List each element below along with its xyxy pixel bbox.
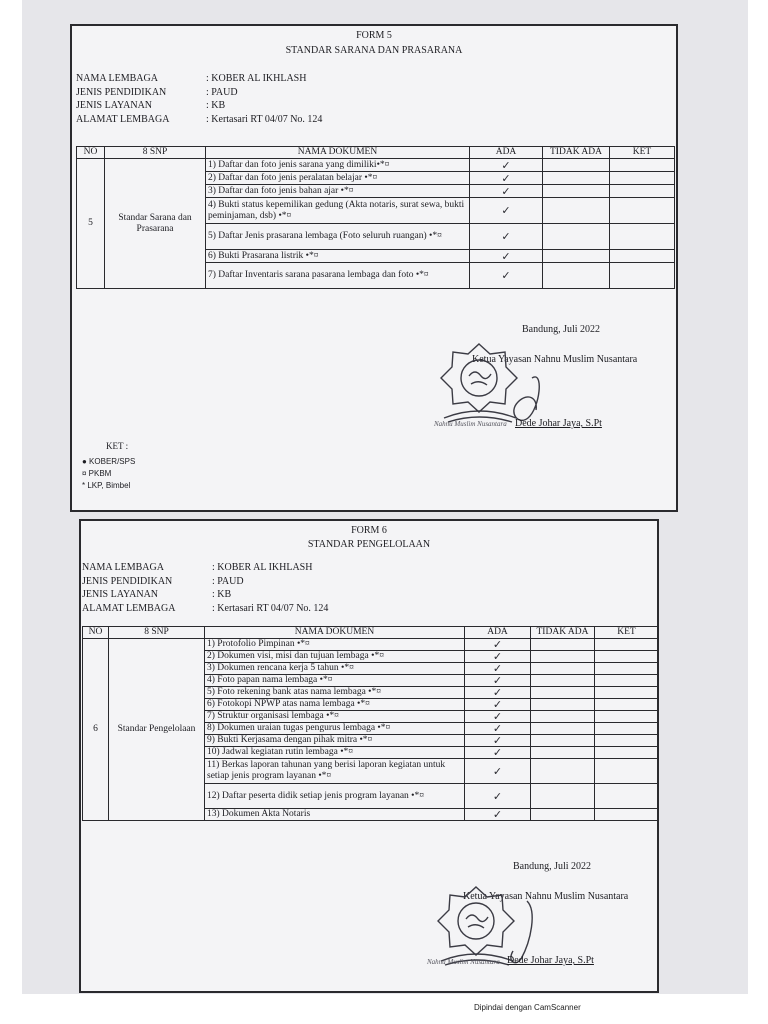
- header-ket: KET: [595, 627, 659, 639]
- document-name: 4) Foto papan nama lembaga •*¤: [205, 675, 465, 687]
- document-table: [82, 626, 659, 821]
- ada-cell: [470, 159, 543, 172]
- tidak-ada-cell: [531, 759, 595, 784]
- document-name: 11) Berkas laporan tahunan yang berisi laporan kegiatan untuk setiap jenis program layanan •*¤: [205, 759, 465, 784]
- document-name: 3) Daftar dan foto jenis bahan ajar •*¤: [206, 185, 470, 198]
- check-mark-icon: ✓: [492, 734, 503, 747]
- info-row: [76, 113, 322, 127]
- check-mark-icon: ✓: [492, 686, 503, 699]
- tidak-ada-cell: [543, 263, 610, 289]
- info-row: [82, 561, 328, 575]
- signer-name-text: Dede Johar Jaya, S.Pt: [515, 418, 602, 429]
- header-ada: ADA: [465, 627, 531, 639]
- camscanner-footer: Dipindai dengan CamScanner: [474, 1003, 581, 1012]
- check-mark-icon: ✓: [492, 789, 503, 803]
- ket-cell: [595, 759, 659, 784]
- check-mark-icon: ✓: [492, 764, 503, 778]
- info-value: : PAUD: [212, 575, 244, 587]
- check-mark-icon: ✓: [492, 808, 503, 821]
- info-row: [82, 588, 328, 602]
- ada-cell: [470, 198, 543, 224]
- signer-name: [507, 955, 594, 966]
- tidak-ada-cell: [531, 784, 595, 809]
- check-mark-icon: ✓: [501, 249, 511, 263]
- ket-item: * LKP, Bimbel: [82, 481, 131, 490]
- info-row: [76, 72, 322, 86]
- document-name: 1) Protofolio Pimpinan •*¤: [205, 639, 465, 651]
- signer-title: Ketua Yayasan Nahnu Muslim Nusantara: [463, 891, 629, 902]
- document-name: 5) Daftar Jenis prasarana lembaga (Foto seluruh ruangan) •*¤: [206, 224, 470, 250]
- tidak-ada-cell: [531, 747, 595, 759]
- header-nama-dokumen: NAMA DOKUMEN: [205, 627, 465, 639]
- form-number: FORM 5: [356, 30, 392, 41]
- document-name: 2) Daftar dan foto jenis peralatan belajar •*¤: [206, 172, 470, 185]
- ket-cell: [610, 250, 675, 263]
- ket-cell: [595, 747, 659, 759]
- ada-cell: [470, 224, 543, 250]
- document-name: 6) Bukti Prasarana listrik •*¤: [206, 250, 470, 263]
- ket-item: ● KOBER/SPS: [82, 457, 136, 466]
- ket-cell: [595, 711, 659, 723]
- check-mark-icon: ✓: [492, 746, 503, 759]
- info-row: [76, 86, 322, 100]
- info-value: : KOBER AL IKHLASH: [212, 562, 313, 573]
- document-name: 7) Struktur organisasi lembaga •*¤: [205, 711, 465, 723]
- info-key: JENIS LAYANAN: [76, 100, 153, 111]
- document-name: 9) Bukti Kerjasama dengan pihak mitra •*¤: [205, 735, 465, 747]
- document-name: 12) Daftar peserta didik setiap jenis program layanan •*¤: [205, 784, 465, 809]
- row-number: 5: [77, 159, 105, 289]
- ket-cell: [610, 224, 675, 250]
- form-title: STANDAR PENGELOLAAN: [307, 539, 431, 550]
- ket-cell: [610, 159, 675, 172]
- info-value: : PAUD: [206, 86, 238, 98]
- check-mark-icon: ✓: [492, 650, 503, 663]
- info-value: : Kertasari RT 04/07 No. 124: [206, 113, 323, 125]
- info-key: NAMA LEMBAGA: [76, 73, 158, 84]
- ket-item: ¤ PKBM: [82, 469, 112, 478]
- document-name: 3) Dokumen rencana kerja 5 tahun •*¤: [205, 663, 465, 675]
- info-value: : KB: [206, 100, 226, 111]
- table-row: [83, 639, 659, 651]
- snp-name: Standar Pengelolaan: [109, 639, 205, 821]
- tidak-ada-cell: [531, 687, 595, 699]
- snp-name: Standar Sarana dan Prasarana: [105, 159, 206, 289]
- check-mark-icon: ✓: [501, 158, 511, 172]
- ada-cell: [465, 759, 531, 784]
- ada-cell: [465, 651, 531, 663]
- table-header-row: [77, 147, 675, 159]
- info-value: : KB: [212, 589, 232, 600]
- info-key: NAMA LEMBAGA: [82, 562, 164, 573]
- form-number: FORM 6: [351, 525, 387, 536]
- table-row: [77, 159, 675, 172]
- tidak-ada-cell: [543, 250, 610, 263]
- place-date: Bandung, Juli 2022: [513, 861, 592, 872]
- check-mark-icon: ✓: [492, 638, 503, 651]
- ket-cell: [595, 639, 659, 651]
- ket-legend: [82, 456, 135, 492]
- ada-cell: [465, 735, 531, 747]
- check-mark-icon: ✓: [492, 722, 503, 735]
- row-number: 6: [83, 639, 109, 821]
- check-mark-icon: ✓: [492, 674, 503, 687]
- header-ket: KET: [610, 147, 675, 159]
- tidak-ada-cell: [531, 699, 595, 711]
- ket-cell: [610, 198, 675, 224]
- check-mark-icon: ✓: [501, 269, 511, 282]
- signer-title: Ketua Yayasan Nahnu Muslim Nusantara: [472, 354, 638, 365]
- tidak-ada-cell: [531, 723, 595, 735]
- stamp-text: Nahnu Muslim Nusantara: [434, 420, 507, 428]
- ada-cell: [465, 809, 531, 821]
- tidak-ada-cell: [531, 639, 595, 651]
- ada-cell: [465, 699, 531, 711]
- ada-cell: [465, 711, 531, 723]
- check-mark-icon: ✓: [501, 184, 511, 198]
- header-ada: ADA: [470, 147, 543, 159]
- ada-cell: [465, 784, 531, 809]
- check-mark-icon: ✓: [501, 204, 511, 217]
- info-key: ALAMAT LEMBAGA: [82, 602, 176, 614]
- ket-cell: [595, 675, 659, 687]
- header-no: NO: [77, 147, 105, 159]
- document-name: 10) Jadwal kegiatan rutin lembaga •*¤: [205, 747, 465, 759]
- ket-cell: [595, 735, 659, 747]
- ada-cell: [465, 747, 531, 759]
- document-name: 2) Dokumen visi, misi dan tujuan lembaga •*¤: [205, 651, 465, 663]
- document-table: [76, 146, 675, 289]
- header-snp: 8 SNP: [109, 627, 205, 639]
- ket-cell: [610, 172, 675, 185]
- ada-cell: [465, 663, 531, 675]
- info-value: : KOBER AL IKHLASH: [206, 73, 307, 84]
- check-mark-icon: ✓: [492, 698, 503, 711]
- ada-cell: [470, 250, 543, 263]
- ada-cell: [465, 639, 531, 651]
- document-name: 5) Foto rekening bank atas nama lembaga •*¤: [205, 687, 465, 699]
- info-row: [76, 99, 322, 113]
- document-name: 4) Bukti status kepemilikan gedung (Akta notaris, surat sewa, bukti peminjaman, dsb) •*¤: [206, 198, 470, 224]
- header-no: NO: [83, 627, 109, 639]
- ada-cell: [470, 263, 543, 289]
- check-mark-icon: ✓: [501, 230, 511, 243]
- stamp-text: Nahnu Muslim Nusantara: [427, 958, 500, 966]
- document-name: 13) Dokumen Akta Notaris: [205, 809, 465, 821]
- tidak-ada-cell: [543, 159, 610, 172]
- tidak-ada-cell: [531, 675, 595, 687]
- signer-name-text: Dede Johar Jaya, S.Pt: [507, 955, 594, 966]
- header-tidak-ada: TIDAK ADA: [543, 147, 610, 159]
- place-date: Bandung, Juli 2022: [522, 324, 601, 335]
- tidak-ada-cell: [543, 185, 610, 198]
- institution-info: [76, 72, 322, 126]
- header-tidak-ada: TIDAK ADA: [531, 627, 595, 639]
- document-name: 6) Fotokopi NPWP atas nama lembaga •*¤: [205, 699, 465, 711]
- check-mark-icon: ✓: [492, 710, 503, 723]
- document-name: 7) Daftar Inventaris sarana pasarana lembaga dan foto •*¤: [206, 263, 470, 289]
- form-title: STANDAR SARANA DAN PRASARANA: [285, 45, 463, 56]
- ket-title: KET :: [106, 441, 129, 451]
- document-name: 8) Dokumen uraian tugas pengurus lembaga •*¤: [205, 723, 465, 735]
- signer-name: [515, 418, 602, 429]
- form-5: [70, 24, 678, 512]
- table-header-row: [83, 627, 659, 639]
- info-key: JENIS LAYANAN: [82, 589, 159, 600]
- tidak-ada-cell: [543, 198, 610, 224]
- check-mark-icon: ✓: [492, 662, 503, 675]
- tidak-ada-cell: [543, 172, 610, 185]
- ket-cell: [595, 663, 659, 675]
- ada-cell: [465, 687, 531, 699]
- tidak-ada-cell: [531, 809, 595, 821]
- ket-cell: [595, 651, 659, 663]
- info-row: [82, 602, 328, 616]
- ket-cell: [595, 809, 659, 821]
- document-name: 1) Daftar dan foto jenis sarana yang dimiliki•*¤: [206, 159, 470, 172]
- ket-cell: [595, 723, 659, 735]
- ada-cell: [465, 723, 531, 735]
- check-mark-icon: ✓: [501, 171, 511, 185]
- ada-cell: [470, 185, 543, 198]
- tidak-ada-cell: [531, 711, 595, 723]
- header-nama-dokumen: NAMA DOKUMEN: [206, 147, 470, 159]
- info-key: JENIS PENDIDIKAN: [76, 86, 167, 98]
- ket-cell: [595, 784, 659, 809]
- ada-cell: [470, 172, 543, 185]
- ket-cell: [610, 185, 675, 198]
- tidak-ada-cell: [531, 663, 595, 675]
- info-key: ALAMAT LEMBAGA: [76, 113, 170, 125]
- tidak-ada-cell: [531, 735, 595, 747]
- ket-cell: [610, 263, 675, 289]
- header-snp: 8 SNP: [105, 147, 206, 159]
- ada-cell: [465, 675, 531, 687]
- tidak-ada-cell: [531, 651, 595, 663]
- form-6: [79, 519, 659, 993]
- tidak-ada-cell: [543, 224, 610, 250]
- info-key: JENIS PENDIDIKAN: [82, 575, 173, 587]
- info-row: [82, 575, 328, 589]
- ket-cell: [595, 687, 659, 699]
- institution-info: [82, 561, 328, 615]
- info-value: : Kertasari RT 04/07 No. 124: [212, 602, 329, 614]
- ket-cell: [595, 699, 659, 711]
